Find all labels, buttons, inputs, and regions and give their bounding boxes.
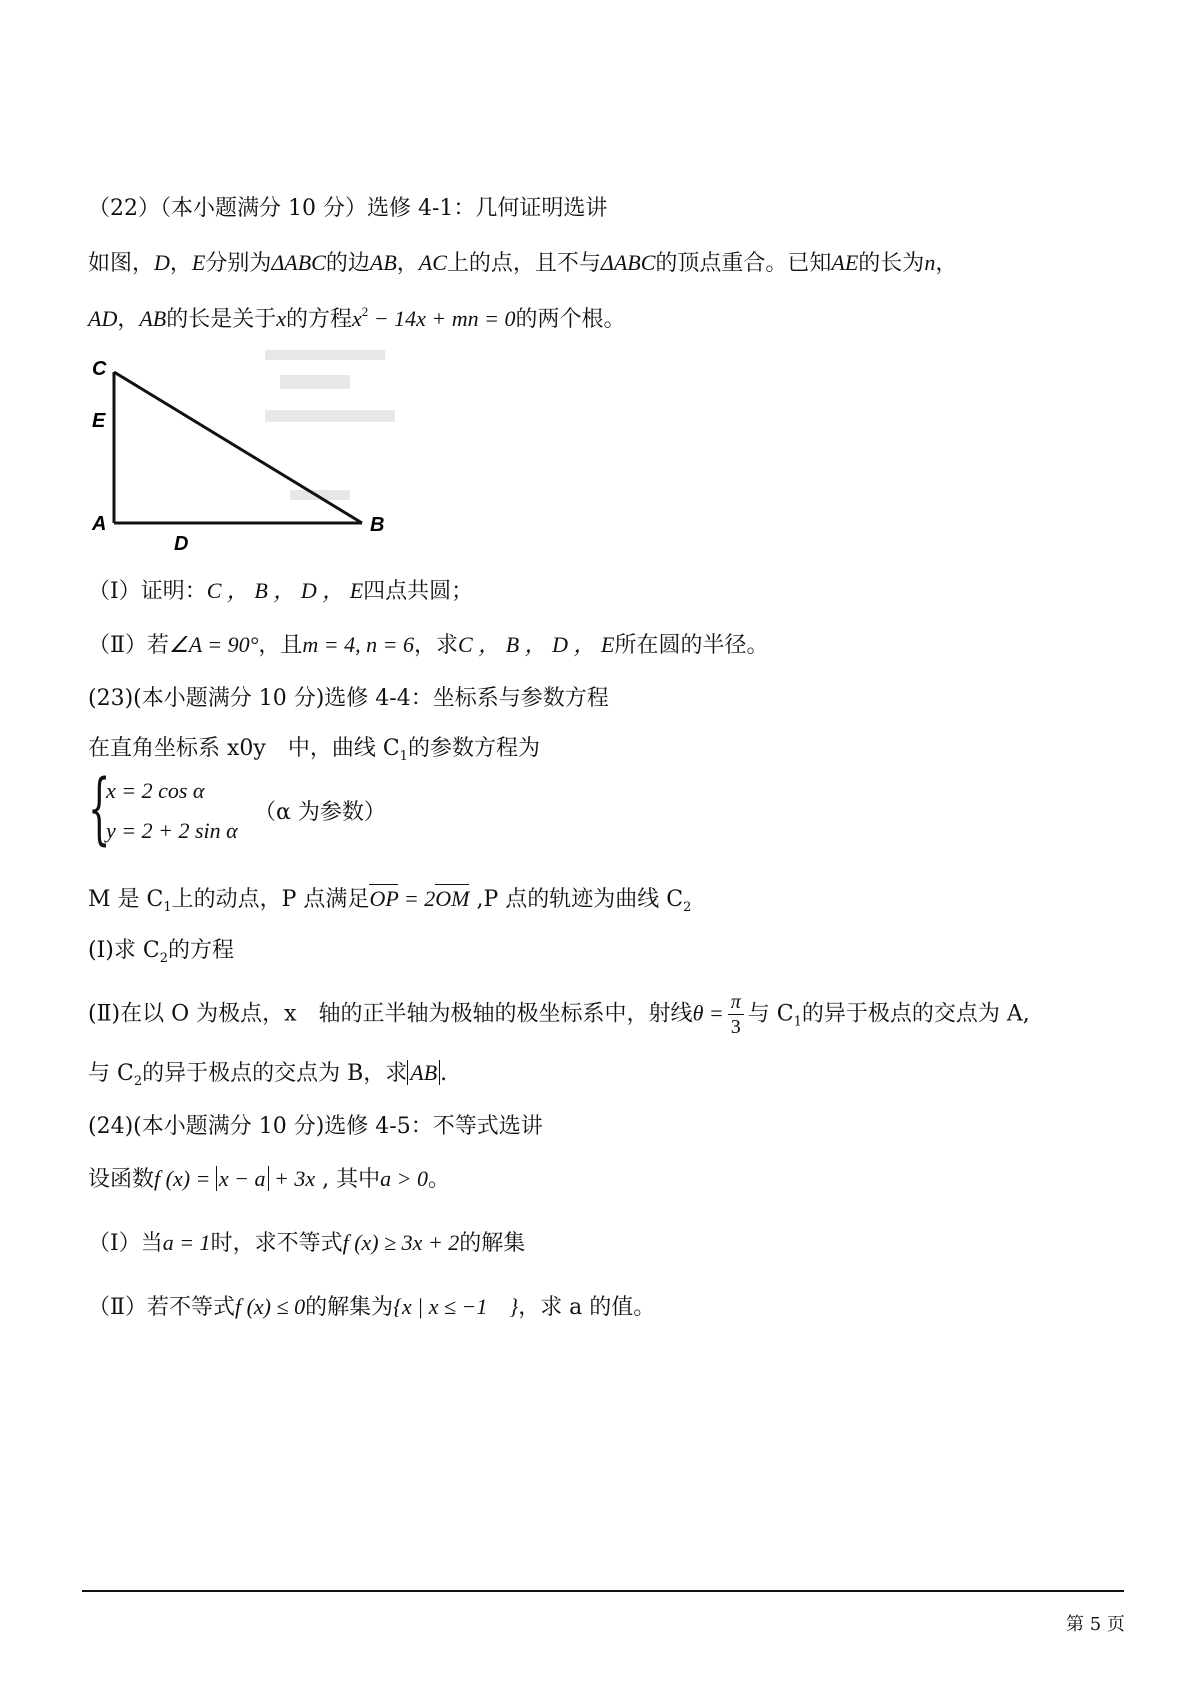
footer-rule xyxy=(82,1590,1124,1592)
q23-part2: (Ⅱ)在以 O 为极点，x 轴的正半轴为极轴的极坐标系中，射线θ = $\frac{\pi}{3}$ 与 $C_1$的异于极点的交点为 A, xyxy=(88,991,1030,1038)
parametric-system xyxy=(88,764,268,854)
q24-part1: （Ⅰ）当a = 1时，求不等式f (x) ≥ 3x + 2的解集 xyxy=(88,1230,526,1256)
q22-part2: （Ⅱ）若∠A = 90°，且m = 4, n = 6，求C ， B ， D ， E所在圆的半径。 xyxy=(88,632,769,658)
label-b: B xyxy=(370,514,385,536)
q24-statement: 设函数f (x) = x − a + 3x , 其中a > 0。 xyxy=(88,1166,450,1192)
param-x: x = 2 cos α xyxy=(106,778,205,803)
q22-statement-line1: 如图，D，E分别为ΔABC的边AB，AC上的点，且不与ΔABC的顶点重合。已知AE的长为n， xyxy=(88,250,958,276)
label-e: E xyxy=(92,410,106,432)
q23-heading: (23)(本小题满分 10 分)选修 4-4：坐标系与参数方程 xyxy=(88,686,609,711)
q22-heading: （22）（本小题满分 10 分）选修 4-1：几何证明选讲 xyxy=(88,196,608,221)
q23-statement-line1: 在直角坐标系 x0y 中，曲线 $C_1$的参数方程为 xyxy=(88,736,540,764)
pi-over-3: $\frac{\pi}{3}$ xyxy=(728,990,744,1039)
left-brace: { xyxy=(88,764,111,854)
q22-part1: （Ⅰ）证明：C ， B ， D ， E四点共圆； xyxy=(88,578,474,604)
param-y: y = 2 + 2 sin α xyxy=(106,818,238,843)
label-d: D xyxy=(174,533,189,555)
q23-part2-cont: 与 $C_2$的异于极点的交点为 B，求 AB . xyxy=(88,1060,448,1089)
label-c: C xyxy=(92,358,107,380)
page-number: 第 5 页 xyxy=(1066,1614,1125,1635)
side-cb xyxy=(114,372,362,523)
q23-part1: (Ⅰ)求 $C_2$的方程 xyxy=(88,938,234,966)
label-a: A xyxy=(92,513,107,535)
triangle-figure xyxy=(90,345,410,560)
q22-statement-line2: AD，AB的长是关于x的方程$x^2 - 14x$ + mn = 0的两个根。 xyxy=(88,304,626,332)
param-note: （α 为参数） xyxy=(254,800,386,825)
q24-part2: （Ⅱ）若不等式f (x) ≤ 0的解集为{x | x ≤ −1 }，求 a 的值。 xyxy=(88,1294,656,1320)
q23-statement-line2: M 是 $C_1$上的动点，P 点满足OP = 2OM ,P 点的轨迹为曲线 $C_2$ xyxy=(88,886,692,915)
q24-heading: (24)(本小题满分 10 分)选修 4-5：不等式选讲 xyxy=(88,1114,543,1139)
